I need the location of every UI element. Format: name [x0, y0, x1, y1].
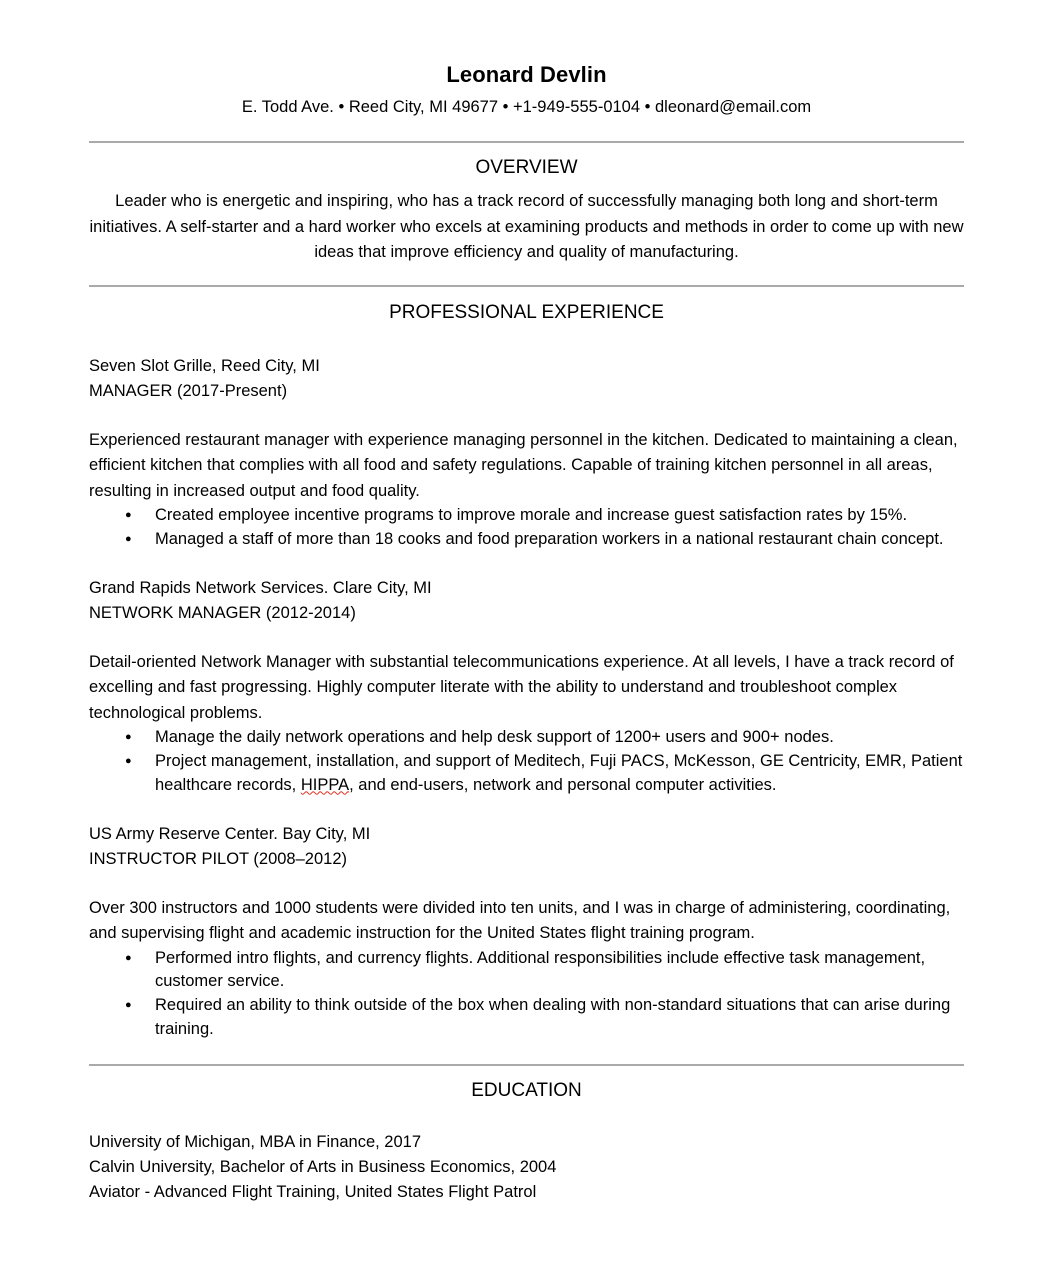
job-role: NETWORK MANAGER (2012-2014): [89, 603, 356, 622]
section-heading-overview: OVERVIEW: [475, 156, 578, 178]
candidate-name: Leonard Devlin: [446, 62, 607, 87]
bullet-text-after: , and end-users, network and personal computer activities.: [349, 775, 777, 794]
section-heading-education: EDUCATION: [471, 1080, 582, 1102]
education-entry: University of Michigan, MBA in Finance, 2017: [89, 1132, 421, 1151]
job-role: MANAGER (2017-Present): [89, 381, 288, 400]
list-item: [89, 750, 964, 798]
job-description: Experienced restaurant manager with experience managing personnel in the kitchen. Dedicated to maintaining a clean, efficient kitchen that complies with all food and safety regulations. Capable of training kitchen personnel in all areas, resulting in increased output and food quality.: [89, 431, 958, 500]
education-section: [89, 1104, 964, 1206]
job-bullet-list: [89, 504, 964, 552]
job-role: INSTRUCTOR PILOT (2008–2012): [89, 849, 347, 868]
list-item: ● Managed a staff of more than 18 cooks and food preparation workers in a national restaurant chain concept.: [89, 528, 964, 552]
job-bullet-list: [89, 726, 964, 798]
contact-line: E. Todd Ave. • Reed City, MI 49677 • +1-949-555-0104 • dleonard@email.com: [241, 97, 812, 116]
list-item: ● Performed intro flights, and currency flights. Additional responsibilities include effective task management, customer service.: [89, 947, 964, 995]
misspelled-word: HIPPA: [300, 775, 350, 794]
job-company: Grand Rapids Network Services. Clare City, MI: [89, 578, 432, 597]
list-item: ● Created employee incentive programs to improve morale and increase guest satisfaction rates by 15%.: [89, 504, 964, 528]
job-entry: [89, 552, 964, 798]
job-description: Detail-oriented Network Manager with substantial telecommunications experience. At all levels, I have a track record of excelling and fast progressing. Highly computer literate with the ability to understand and troubleshoot complex technological problems.: [89, 653, 954, 722]
job-description: Over 300 instructors and 1000 students were divided into ten units, and I was in charge of administering, coordinating, and supervising flight and academic instruction for the United States flight training program.: [89, 899, 951, 943]
section-heading-experience: PROFESSIONAL EXPERIENCE: [389, 301, 664, 323]
job-company: Seven Slot Grille, Reed City, MI: [89, 356, 320, 375]
job-company: US Army Reserve Center. Bay City, MI: [89, 824, 371, 843]
experience-section: [89, 326, 964, 1043]
job-entry: [89, 354, 964, 552]
bullet-text-before: Project management, installation, and support of Meditech, Fuji PACS, McKesson, GE Centricity, EMR, Patient healthcare records,: [155, 751, 963, 794]
education-entry: Calvin University, Bachelor of Arts in Business Economics, 2004: [89, 1158, 557, 1177]
job-bullet-list: [89, 947, 964, 1043]
list-item: ● Manage the daily network operations and help desk support of 1200+ users and 900+ nodes.: [89, 726, 964, 750]
list-item: ● Required an ability to think outside of the box when dealing with non-standard situations that can arise during training.: [89, 994, 964, 1042]
job-entry: [89, 798, 964, 1043]
education-entry: Aviator - Advanced Flight Training, United States Flight Patrol: [89, 1183, 537, 1202]
overview-paragraph: Leader who is energetic and inspiring, who has a track record of successfully managing both long and short-term initiatives. A self-starter and a hard worker who excels at examining products and methods in order to come up with new ideas that improve efficiency and quality of manufacturing.: [89, 192, 964, 262]
